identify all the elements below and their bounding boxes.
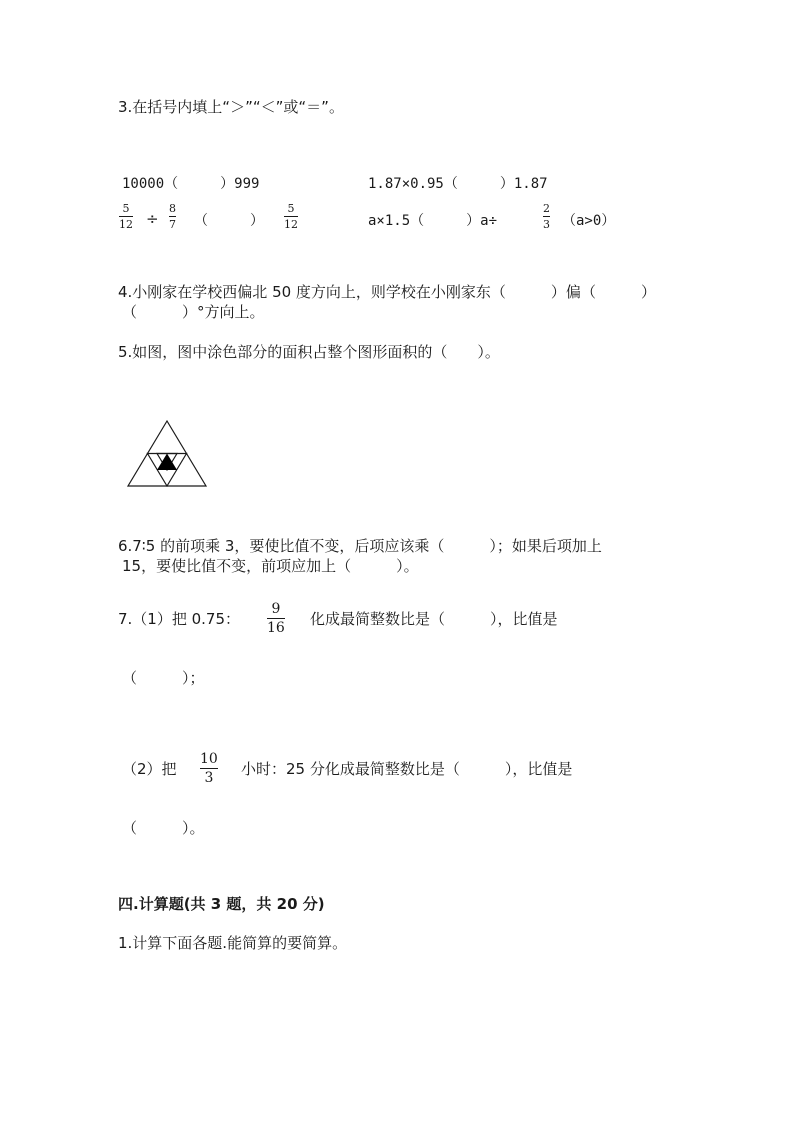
fraction-denominator: 3 <box>204 770 214 786</box>
q3-row1-right: 1.87×0.95（ ）1.87 <box>368 176 548 192</box>
q7-part1-answer: （ ）； <box>122 669 205 687</box>
q3-row2-right-a: a×1.5（ ）a÷ <box>368 213 498 229</box>
q4-line2: （ ）°方向上。 <box>122 303 265 321</box>
q7-frac-9-16 <box>267 601 285 636</box>
fraction-numerator: 5 <box>122 202 130 215</box>
section4-q1: 1.计算下面各题.能简算的要简算。 <box>118 934 348 952</box>
q7-part2-answer: （ ）。 <box>122 819 205 837</box>
fraction-numerator: 8 <box>169 202 176 215</box>
section-heading: 四.计算题(共 3 题，共 20 分) <box>118 895 325 913</box>
fraction-denominator: 12 <box>119 218 133 231</box>
fraction-numerator: 10 <box>200 751 218 767</box>
fraction-denominator: 12 <box>284 218 298 231</box>
q3-frac-5-12-a <box>119 202 133 231</box>
fraction-denominator: 7 <box>169 218 176 231</box>
q6-line2: 15，要使比值不变，前项应加上（ ）。 <box>122 557 419 575</box>
q7-part2-suffix: 小时：25 分化成最简整数比是（ ），比值是 <box>241 760 573 778</box>
q7-frac-10-3 <box>200 751 218 786</box>
q5-title: 5.如图，图中涂色部分的面积占整个图形面积的（ ）。 <box>118 343 500 361</box>
q3-frac-5-12-b <box>284 202 298 231</box>
q3-row2-right-b: （a>0） <box>562 213 616 229</box>
fraction-denominator: 3 <box>543 218 550 231</box>
q3-frac-8-7 <box>169 202 176 231</box>
q7-part1-prefix: 7.（1）把 0.75： <box>118 610 241 628</box>
fraction-denominator: 16 <box>267 620 285 636</box>
q3-title: 3.在括号内填上“＞”“＜”或“＝”。 <box>118 98 344 116</box>
q3-frac-2-3 <box>543 202 550 231</box>
fraction-numerator: 2 <box>543 202 550 215</box>
division-sign: ÷ <box>146 210 159 228</box>
q6-line1: 6.7∶5 的前项乘 3，要使比值不变，后项应该乘（ ）；如果后项加上 <box>118 537 602 555</box>
q7-part2-prefix: （2）把 <box>122 760 177 778</box>
fraction-numerator: 9 <box>271 601 281 617</box>
q7-part1-suffix: 化成最简整数比是（ ），比值是 <box>310 610 558 628</box>
triangle-figure <box>124 418 210 490</box>
shaded-triangle <box>157 454 177 471</box>
q4-line1: 4.小刚家在学校西偏北 50 度方向上，则学校在小刚家东（ ）偏（ ） <box>118 283 656 301</box>
fraction-numerator: 5 <box>287 202 295 215</box>
q3-row2-paren: （ ） <box>194 213 264 229</box>
q3-row1-left: 10000（ ）999 <box>122 176 260 192</box>
